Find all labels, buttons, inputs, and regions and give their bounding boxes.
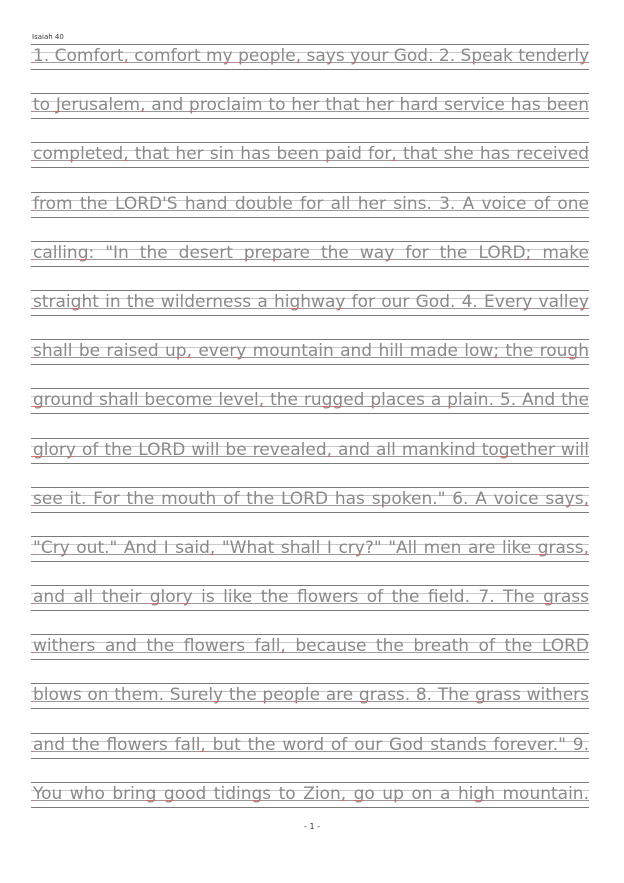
trace-text-line: to Jerusalem, and proclaim to her that her hard service has been bbox=[33, 95, 589, 116]
practice-row bbox=[31, 93, 589, 142]
guide-line bbox=[31, 733, 589, 734]
guide-line bbox=[31, 142, 589, 143]
handwriting-lines bbox=[31, 44, 589, 831]
trace-text-line: from the LORD'S hand double for all her sins. 3. A voice of one bbox=[33, 193, 589, 214]
guide-line bbox=[31, 118, 589, 119]
trace-text-line: and the flowers fall, but the word of our God stands forever." 9. bbox=[33, 734, 589, 755]
trace-text-line: You who bring good tidings to Zion, go up on a high mountain. bbox=[33, 783, 589, 804]
guide-line bbox=[31, 364, 589, 365]
practice-row bbox=[31, 683, 589, 732]
trace-text-line: 1. Comfort, comfort my people, says your God. 2. Speak tenderly bbox=[33, 46, 590, 66]
guide-line bbox=[31, 413, 589, 414]
trace-text-line: "Cry out." And I said, "What shall I cry?" "All men are like grass, bbox=[33, 537, 589, 558]
guide-line bbox=[31, 241, 589, 242]
practice-row bbox=[31, 290, 589, 339]
trace-text-line: see it. For the mouth of the LORD has spoken." 6. A voice says, bbox=[33, 488, 589, 509]
guide-line bbox=[31, 44, 589, 45]
guide-line bbox=[31, 463, 589, 464]
practice-row bbox=[31, 487, 589, 536]
trace-text-line: shall be raised up, every mountain and hill made low; the rough bbox=[33, 341, 589, 362]
practice-row bbox=[31, 733, 589, 782]
guide-line bbox=[31, 167, 589, 168]
guide-line bbox=[31, 290, 589, 291]
guide-line bbox=[31, 192, 589, 193]
guide-line bbox=[31, 585, 589, 586]
guide-line bbox=[31, 438, 589, 439]
practice-row bbox=[31, 241, 589, 290]
guide-line bbox=[31, 758, 589, 759]
guide-line bbox=[31, 708, 589, 709]
trace-text-line: withers and the flowers fall, because the breath of the LORD bbox=[33, 636, 589, 657]
guide-line bbox=[31, 561, 589, 562]
practice-row bbox=[31, 438, 589, 487]
practice-row bbox=[31, 536, 589, 585]
guide-line bbox=[31, 388, 589, 389]
guide-line bbox=[31, 610, 589, 611]
trace-text-line: and all their glory is like the flowers of the field. 7. The grass bbox=[33, 587, 589, 608]
guide-line bbox=[31, 69, 589, 70]
practice-row bbox=[31, 585, 589, 634]
page-number: - 1 - bbox=[304, 822, 320, 831]
guide-line bbox=[31, 487, 589, 488]
guide-line bbox=[31, 217, 589, 218]
guide-line bbox=[31, 659, 589, 660]
trace-text-line: ground shall become level, the rugged places a plain. 5. And the bbox=[33, 390, 589, 411]
guide-line bbox=[31, 266, 589, 267]
guide-line bbox=[31, 683, 589, 684]
practice-row bbox=[31, 142, 589, 191]
guide-line bbox=[31, 339, 589, 340]
guide-line bbox=[31, 807, 589, 808]
trace-text-line: straight in the wilderness a highway for our God. 4. Every valley bbox=[33, 291, 589, 312]
practice-row bbox=[31, 388, 589, 437]
practice-row bbox=[31, 634, 589, 683]
guide-line bbox=[31, 315, 589, 316]
guide-line bbox=[31, 536, 589, 537]
practice-row bbox=[31, 339, 589, 388]
trace-text-line: calling: "In the desert prepare the way for the LORD; make bbox=[33, 242, 589, 263]
practice-row bbox=[31, 44, 589, 93]
guide-line bbox=[31, 93, 589, 94]
page-title: Isaiah 40 bbox=[32, 33, 64, 41]
practice-row bbox=[31, 192, 589, 241]
guide-line bbox=[31, 634, 589, 635]
trace-text-line: glory of the LORD will be revealed, and all mankind together will bbox=[33, 439, 589, 460]
guide-line bbox=[31, 512, 589, 513]
trace-text-line: blows on them. Surely the people are grass. 8. The grass withers bbox=[33, 685, 589, 706]
guide-line bbox=[31, 782, 589, 783]
trace-text-line: completed, that her sin has been paid for, that she has received bbox=[33, 144, 589, 165]
